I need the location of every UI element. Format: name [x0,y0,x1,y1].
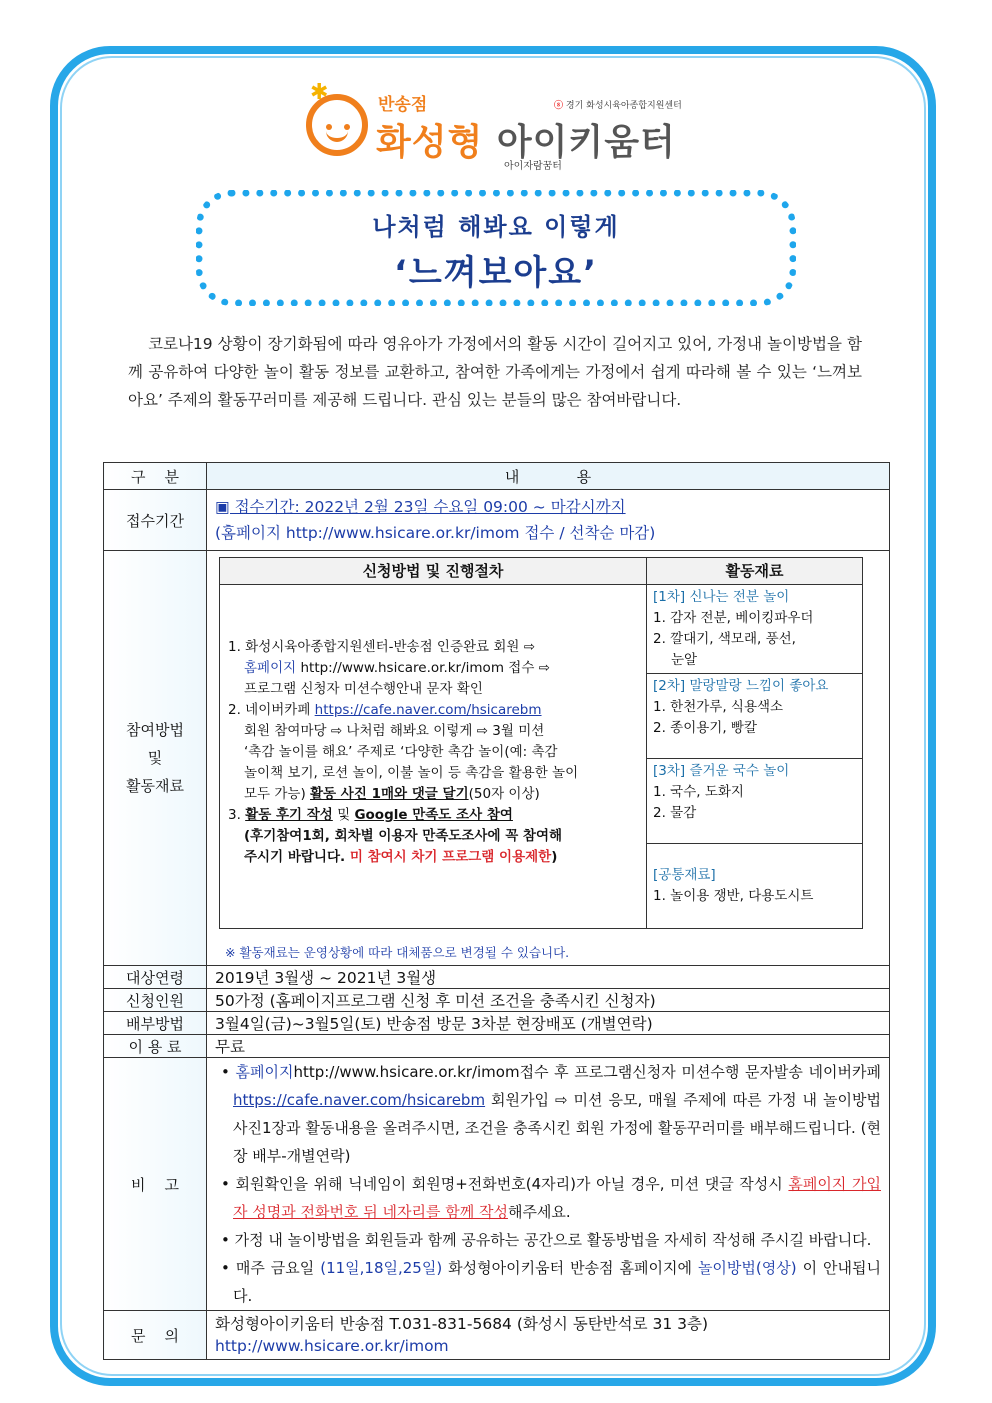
materials-round3: [3차] 즐거운 국수 놀이 1. 국수, 도화지 2. 물감 [647,759,863,844]
org-name: ⓢ 경기 화성시육아종합지원센터 [554,101,682,111]
count-label: 신청인원 [104,989,207,1012]
materials-round1: [1차] 신나는 전분 놀이 1. 감자 전분, 베이킹파우더 2. 깔대기, 색모래, 풍선, 눈알 [647,585,863,674]
star-icon: ✱ [310,80,329,105]
contact-line1: 화성형아이키움터 반송점 T.031-831-5684 (화성시 동탄반석로 31 3층) [215,1315,709,1333]
remark-3: • 가정 내 놀이방법을 회원들과 함께 공유하는 공간으로 활동방법을 자세히 작성해 주시길 바랍니다. [221,1231,872,1249]
participation-cell [207,551,890,966]
logo [306,80,696,172]
title-box [196,190,796,306]
title-line2: ‘느껴보아요’ [393,253,599,293]
reception-line2: (홈페이지 http://www.hsicare.or.kr/imom 접수 / 선착순 마감) [215,524,656,542]
delivery-value: 3월4일(금)~3월5일(토) 반송점 방문 3차분 현장배포 (개별연락) [207,1012,890,1035]
title-line1: 나처럼 해봐요 이렇게 [372,213,620,241]
naver-cafe-link[interactable]: https://cafe.naver.com/hsicarebm [314,702,542,718]
contact-url[interactable]: http://www.hsicare.or.kr/imom [215,1337,449,1355]
age-label: 대상연령 [104,966,207,989]
method-steps: 1. 화성시육아종합지원센터-반송점 인증완료 회원 ⇨ 홈페이지 http://www.hsicare.or.kr/imom 접수 ⇨ 프로그램 신청자 미션수행안내 문자 확인 2. 네이버카페 https://cafe.naver.com/hsicarebm 회원 참여마당 ⇨ 나처럼 해봐요 이렇게 ⇨ 3월 미션 ‘촉감 놀이를 해요’ 주제로 ‘다양한 촉감 놀이(예: 촉감 놀이책 보기, 로션 놀이, 이불 놀이 등 촉감을 활용한 놀이 모두 가능) 활동 사진 1매와 댓글 달기(50자 이상) 3. 활동 후기 작성 및 Google 만족도 조사 참여 (후기참여1회, 회차별 이용자 만족도조사에 꼭 참여해 주시기 바랍니다. 미 참여시 차기 프로그램 이용제한) [220,585,647,929]
naver-cafe-link-2[interactable]: https://cafe.naver.com/hsicarebm [233,1091,486,1109]
method-header: 신청방법 및 진행절차 [220,558,647,585]
materials-round2: [2차] 말랑말랑 느낌이 좋아요 1. 한천가루, 식용색소 2. 종이용기, 빵칼 [647,674,863,759]
reception-label: 접수기간 [104,490,207,551]
method-table [219,557,863,929]
header-content: 내 용 [207,463,890,490]
contact-label: 문 의 [104,1311,207,1360]
materials-common: [공통재료] 1. 놀이용 쟁반, 다용도시트 [647,844,863,929]
logo-sub: 반송점 [378,95,428,115]
count-value: 50가정 (홈페이지프로그램 신청 후 미션 조건을 충족시킨 신청자) [207,989,890,1012]
fee-value: 무료 [207,1035,890,1058]
info-table [103,462,890,1360]
materials-note: ※ 활동재료는 운영상황에 따라 대체품으로 변경될 수 있습니다. [225,945,570,960]
remark-2: • 회원확인을 위해 닉네임이 회원명+전화번호(4자리)가 아닐 경우, 미션 댓글 작성시 홈페이지 가입자 성명과 전화번호 뒤 네자리를 함께 작성해주세요. [221,1175,881,1221]
intro-paragraph: 코로나19 상황이 장기화됨에 따라 영유아가 가정에서의 활동 시간이 길어지고 있어, 가정내 놀이방법을 함께 공유하여 다양한 놀이 활동 정보를 교환하고, 참여한 가족에게는 가정에서 쉽게 따라해 볼 수 있는 ‘느껴보아요’ 주제의 활동꾸러미를 제공해 드립니다. 관심 있는 분들의 많은 참여바랍니다. [128,335,862,409]
age-value: 2019년 3월생 ~ 2021년 3월생 [207,966,890,989]
logo-tag: 아이자람꿈터 [504,161,562,172]
delivery-label: 배부방법 [104,1012,207,1035]
logo-main: 화성형 아이키움터 [376,122,676,163]
fee-label: 이 용 료 [104,1035,207,1058]
header-category: 구 분 [104,463,207,490]
reception-line1: ▣ 접수기간: 2022년 2월 23일 수요일 09:00 ~ 마감시까지 [215,498,626,516]
remark-4: • 매주 금요일 (11일,18일,25일) 화성형아이키움터 반송점 홈페이지에 놀이방법(영상) 이 안내됩니다. [221,1259,881,1305]
remarks-label: 비 고 [104,1058,207,1311]
remarks-cell [207,1058,890,1311]
materials-header: 활동재료 [647,558,863,585]
reception-cell [207,490,890,551]
remark-1: • 홈페이지http://www.hsicare.or.kr/imom접수 후 프로그램신청자 미션수행 문자발송 네이버카페 https://cafe.naver.com/hsicarebm 회원가입 ⇨ 미션 응모, 매월 주제에 따른 가정 내 놀이방법 사진1장과 활동내용을 올려주시면, 조건을 충족시킨 회원 가정에 활동꾸러미를 배부해드립니다. (현장 배부-개별연락) [221,1063,881,1165]
contact-cell [207,1311,890,1360]
participation-label: 참여방법 및 활동재료 [104,551,207,966]
